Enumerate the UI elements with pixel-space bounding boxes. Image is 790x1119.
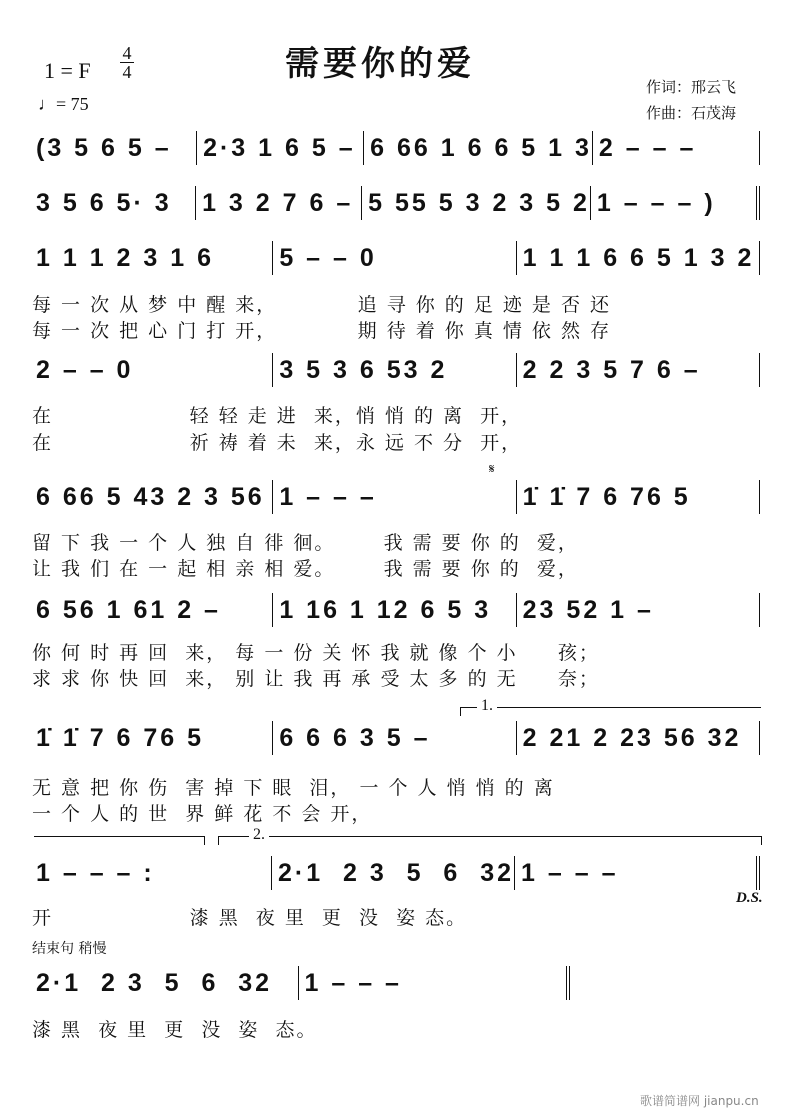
measure: 2 – – – bbox=[593, 131, 760, 165]
notation-line bbox=[30, 856, 760, 890]
measure: 2 – – 0 bbox=[30, 353, 273, 387]
notation-line bbox=[30, 593, 760, 627]
measure: 6 66 1 6 6 5 1 3 bbox=[364, 131, 593, 165]
measure: 6 6 6 3 5 – bbox=[273, 721, 516, 755]
measure: 1 1 1 6 6 5 1 3 2 bbox=[517, 241, 760, 275]
watermark: 歌谱简谱网 jianpu.cn bbox=[640, 1094, 759, 1108]
key-signature: 1 = F bbox=[44, 58, 91, 83]
measure: 1̇ 1̇ 7 6 76 5 bbox=[30, 721, 273, 755]
lyric-line: 每 一 次 从 梦 中 醒 来， 追 寻 你 的 足 迹 是 否 还 bbox=[32, 294, 611, 316]
notation-line bbox=[30, 241, 760, 275]
tempo-marking: ♩= 75 bbox=[38, 94, 89, 114]
measure: 3 5 3 6 53 2 bbox=[273, 353, 516, 387]
composer: 作曲：石茂海 bbox=[646, 104, 737, 122]
time-top: 4 bbox=[122, 43, 132, 63]
measure: 2·3 1 6 5 – bbox=[197, 131, 364, 165]
measure: 3 5 6 5· 3 bbox=[30, 186, 196, 220]
measure: 2 2 3 5 7 6 – bbox=[517, 353, 760, 387]
measure: 1 – – – bbox=[273, 480, 516, 514]
first-ending-bracket bbox=[460, 697, 761, 716]
notation-line bbox=[30, 186, 760, 220]
notation-line bbox=[30, 721, 760, 755]
measure: 1 3 2 7 6 – bbox=[196, 186, 362, 220]
measure: 1̇ 1̇ 7 6 76 5 bbox=[517, 480, 760, 514]
second-ending-label: 2. bbox=[249, 826, 269, 844]
measure: 1 16 1 12 6 5 3 bbox=[273, 593, 516, 627]
measure: 2·1 2 3 5 6 32 bbox=[272, 856, 515, 890]
lyric-line: 你 何 时 再 回 来， 每 一 份 关 怀 我 就 像 个 小 孩； bbox=[32, 642, 600, 664]
first-ending-bracket-cont bbox=[34, 836, 205, 845]
lyric-line: 开 漆 黑 夜 里 更 没 姿 态。 bbox=[32, 907, 468, 929]
notation-line bbox=[30, 480, 760, 514]
measure: 1 – – – bbox=[299, 966, 571, 1000]
lyricist: 作词：邢云飞 bbox=[646, 78, 737, 96]
measure: 6 56 1 61 2 – bbox=[30, 593, 273, 627]
measure: 5 55 5 3 2 3 5 2 bbox=[362, 186, 591, 220]
notation-line bbox=[30, 353, 760, 387]
measure: 1 1 1 2 3 1 6 bbox=[30, 241, 273, 275]
time-bottom: 4 bbox=[122, 62, 132, 82]
lyric-line: 漆 黑 夜 里 更 没 姿 态。 bbox=[32, 1019, 318, 1041]
lyric-line: 留 下 我 一 个 人 独 自 徘 徊。 我 需 要 你 的 爱， bbox=[32, 532, 579, 554]
measure: 23 52 1 – bbox=[517, 593, 760, 627]
segno-sign: 𝄋 bbox=[489, 462, 495, 477]
measure: 2 21 2 23 56 32 bbox=[517, 721, 760, 755]
song-title: 需要你的爱 bbox=[285, 44, 475, 84]
time-signature bbox=[120, 44, 134, 81]
first-ending-label: 1. bbox=[477, 697, 497, 715]
lyric-line: 每 一 次 把 心 门 打 开， 期 待 着 你 真 情 依 然 存 bbox=[32, 320, 611, 342]
measure: 5 – – 0 bbox=[273, 241, 516, 275]
measure: 1 – – – ) bbox=[591, 186, 760, 220]
measure: 6 66 5 43 2 3 56 bbox=[30, 480, 273, 514]
measure: 1 – – – : bbox=[30, 856, 272, 890]
lyric-line: 一 个 人 的 世 界 鲜 花 不 会 开， bbox=[32, 803, 373, 825]
dal-segno-marking: D.S. bbox=[736, 890, 763, 906]
notation-line bbox=[30, 131, 760, 165]
second-ending-bracket bbox=[218, 826, 762, 845]
ending-instruction: 结束句 稍慢 bbox=[32, 941, 107, 957]
measure: (3 5 6 5 – bbox=[30, 131, 197, 165]
measure: 1 – – – bbox=[515, 856, 760, 890]
lyric-line: 无 意 把 你 伤 害 掉 下 眼 泪， 一 个 人 悄 悄 的 离 bbox=[32, 777, 555, 799]
notation-line bbox=[30, 966, 570, 1000]
lyric-line: 求 求 你 快 回 来， 别 让 我 再 承 受 太 多 的 无 奈； bbox=[32, 668, 600, 690]
measure: 2·1 2 3 5 6 32 bbox=[30, 966, 299, 1000]
lyric-line: 在 轻 轻 走 进 来，悄 悄 的 离 开， bbox=[32, 405, 523, 427]
lyric-line: 在 祈 祷 着 未 来，永 远 不 分 开， bbox=[32, 432, 523, 454]
lyric-line: 让 我 们 在 一 起 相 亲 相 爱。 我 需 要 你 的 爱， bbox=[32, 558, 579, 580]
